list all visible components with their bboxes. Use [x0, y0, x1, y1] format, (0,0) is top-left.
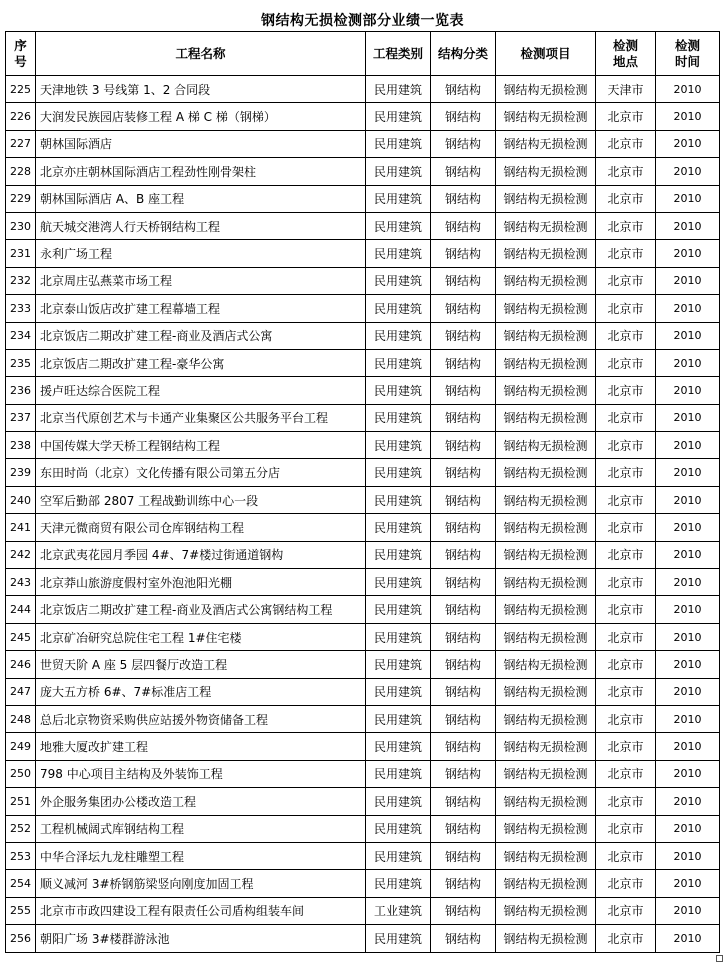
- project-name-cell: 北京市市政四建设工程有限责任公司盾构组装车间: [36, 897, 366, 924]
- table-row: [6, 267, 720, 294]
- header-row: [6, 32, 720, 76]
- inspection-location-cell: 北京市: [596, 651, 656, 678]
- project-category-cell: 民用建筑: [366, 596, 431, 623]
- inspection-time-cell: 2010: [656, 76, 720, 103]
- structure-type-cell: 钢结构: [431, 267, 496, 294]
- row-number-cell: 252: [6, 815, 36, 842]
- inspection-location-cell: 北京市: [596, 130, 656, 157]
- structure-type-cell: 钢结构: [431, 897, 496, 924]
- table-row: [6, 596, 720, 623]
- inspection-time-cell: 2010: [656, 678, 720, 705]
- project-category-cell: 民用建筑: [366, 788, 431, 815]
- project-category-cell: 民用建筑: [366, 158, 431, 185]
- project-category-cell: 民用建筑: [366, 103, 431, 130]
- inspection-location-cell: 北京市: [596, 678, 656, 705]
- inspection-location-cell: 北京市: [596, 295, 656, 322]
- inspection-time-cell: 2010: [656, 349, 720, 376]
- structure-type-cell: 钢结构: [431, 651, 496, 678]
- table-row: [6, 295, 720, 322]
- table-row: [6, 404, 720, 431]
- header-no: 序号: [6, 32, 36, 76]
- inspection-location-cell: 北京市: [596, 349, 656, 376]
- inspection-time-cell: 2010: [656, 596, 720, 623]
- project-category-cell: 民用建筑: [366, 925, 431, 952]
- project-name-cell: 北京饭店二期改扩建工程-豪华公寓: [36, 349, 366, 376]
- structure-type-cell: 钢结构: [431, 212, 496, 239]
- project-name-cell: 中国传媒大学天桥工程钢结构工程: [36, 432, 366, 459]
- row-number-cell: 245: [6, 623, 36, 650]
- inspection-location-cell: 北京市: [596, 158, 656, 185]
- table-row: [6, 733, 720, 760]
- project-category-cell: 民用建筑: [366, 322, 431, 349]
- row-number-cell: 249: [6, 733, 36, 760]
- inspection-time-cell: 2010: [656, 130, 720, 157]
- project-name-cell: 大润发民族园店装修工程 A 梯 C 梯（钢梯）: [36, 103, 366, 130]
- table-row: [6, 185, 720, 212]
- project-name-cell: 北京矿冶研究总院住宅工程 1#住宅楼: [36, 623, 366, 650]
- row-number-cell: 230: [6, 212, 36, 239]
- project-category-cell: 民用建筑: [366, 185, 431, 212]
- inspection-location-cell: 北京市: [596, 541, 656, 568]
- inspection-item-cell: 钢结构无损检测: [496, 569, 596, 596]
- structure-type-cell: 钢结构: [431, 130, 496, 157]
- structure-type-cell: 钢结构: [431, 514, 496, 541]
- inspection-time-cell: 2010: [656, 212, 720, 239]
- structure-type-cell: 钢结构: [431, 569, 496, 596]
- inspection-location-cell: 北京市: [596, 925, 656, 952]
- row-number-cell: 239: [6, 459, 36, 486]
- page-title: 钢结构无损检测部分业绩一览表: [261, 13, 464, 29]
- inspection-location-cell: 北京市: [596, 623, 656, 650]
- project-category-cell: 民用建筑: [366, 76, 431, 103]
- table-row: [6, 76, 720, 103]
- structure-type-cell: 钢结构: [431, 733, 496, 760]
- row-number-cell: 236: [6, 377, 36, 404]
- inspection-time-cell: 2010: [656, 295, 720, 322]
- project-name-cell: 北京饭店二期改扩建工程-商业及酒店式公寓钢结构工程: [36, 596, 366, 623]
- inspection-item-cell: 钢结构无损检测: [496, 295, 596, 322]
- project-name-cell: 北京泰山饭店改扩建工程幕墙工程: [36, 295, 366, 322]
- row-number-cell: 247: [6, 678, 36, 705]
- row-number-cell: 256: [6, 925, 36, 952]
- inspection-item-cell: 钢结构无损检测: [496, 678, 596, 705]
- inspection-item-cell: 钢结构无损检测: [496, 158, 596, 185]
- inspection-item-cell: 钢结构无损检测: [496, 623, 596, 650]
- project-category-cell: 民用建筑: [366, 651, 431, 678]
- inspection-location-cell: 北京市: [596, 815, 656, 842]
- project-name-cell: 空军后勤部 2807 工程战勤训练中心一段: [36, 486, 366, 513]
- inspection-item-cell: 钢结构无损检测: [496, 897, 596, 924]
- row-number-cell: 253: [6, 842, 36, 869]
- inspection-item-cell: 钢结构无损检测: [496, 486, 596, 513]
- inspection-location-cell: 北京市: [596, 514, 656, 541]
- project-name-cell: 地雅大厦改扩建工程: [36, 733, 366, 760]
- structure-type-cell: 钢结构: [431, 185, 496, 212]
- row-number-cell: 248: [6, 705, 36, 732]
- inspection-location-cell: 天津市: [596, 76, 656, 103]
- inspection-item-cell: 钢结构无损检测: [496, 130, 596, 157]
- table-row: [6, 130, 720, 157]
- project-category-cell: 民用建筑: [366, 459, 431, 486]
- inspection-item-cell: 钢结构无损检测: [496, 322, 596, 349]
- inspection-time-cell: 2010: [656, 705, 720, 732]
- inspection-item-cell: 钢结构无损检测: [496, 541, 596, 568]
- inspection-time-cell: 2010: [656, 459, 720, 486]
- project-name-cell: 天津元微商贸有限公司仓库钢结构工程: [36, 514, 366, 541]
- inspection-time-cell: 2010: [656, 486, 720, 513]
- structure-type-cell: 钢结构: [431, 158, 496, 185]
- structure-type-cell: 钢结构: [431, 459, 496, 486]
- table-row: [6, 569, 720, 596]
- project-category-cell: 民用建筑: [366, 486, 431, 513]
- inspection-time-cell: 2010: [656, 815, 720, 842]
- inspection-location-cell: 北京市: [596, 267, 656, 294]
- table-row: [6, 459, 720, 486]
- inspection-location-cell: 北京市: [596, 788, 656, 815]
- table-row: [6, 349, 720, 376]
- project-name-cell: 中华合泽坛九龙柱雕塑工程: [36, 842, 366, 869]
- table-row: [6, 897, 720, 924]
- project-category-cell: 民用建筑: [366, 678, 431, 705]
- row-number-cell: 255: [6, 897, 36, 924]
- project-name-cell: 北京亦庄朝林国际酒店工程劲性刚骨架柱: [36, 158, 366, 185]
- project-name-cell: 朝林国际酒店 A、B 座工程: [36, 185, 366, 212]
- inspection-location-cell: 北京市: [596, 733, 656, 760]
- inspection-item-cell: 钢结构无损检测: [496, 514, 596, 541]
- inspection-item-cell: 钢结构无损检测: [496, 76, 596, 103]
- project-name-cell: 北京莽山旅游度假村室外泡池阳光棚: [36, 569, 366, 596]
- row-number-cell: 250: [6, 760, 36, 787]
- project-category-cell: 民用建筑: [366, 377, 431, 404]
- inspection-time-cell: 2010: [656, 185, 720, 212]
- inspection-item-cell: 钢结构无损检测: [496, 377, 596, 404]
- inspection-item-cell: 钢结构无损检测: [496, 925, 596, 952]
- project-category-cell: 民用建筑: [366, 733, 431, 760]
- inspection-item-cell: 钢结构无损检测: [496, 267, 596, 294]
- inspection-item-cell: 钢结构无损检测: [496, 842, 596, 869]
- project-name-cell: 朝林国际酒店: [36, 130, 366, 157]
- row-number-cell: 229: [6, 185, 36, 212]
- structure-type-cell: 钢结构: [431, 295, 496, 322]
- inspection-time-cell: 2010: [656, 733, 720, 760]
- project-name-cell: 工程机械阔式库钢结构工程: [36, 815, 366, 842]
- table-row: [6, 870, 720, 897]
- project-category-cell: 民用建筑: [366, 623, 431, 650]
- project-name-cell: 北京周庄弘燕菜市场工程: [36, 267, 366, 294]
- inspection-item-cell: 钢结构无损检测: [496, 240, 596, 267]
- project-category-cell: 民用建筑: [366, 514, 431, 541]
- table-row: [6, 322, 720, 349]
- row-number-cell: 231: [6, 240, 36, 267]
- project-name-cell: 援卢旺达综合医院工程: [36, 377, 366, 404]
- project-name-cell: 顺义减河 3#桥钢筋梁竖向刚度加固工程: [36, 870, 366, 897]
- structure-type-cell: 钢结构: [431, 349, 496, 376]
- inspection-location-cell: 北京市: [596, 596, 656, 623]
- inspection-time-cell: 2010: [656, 569, 720, 596]
- inspection-location-cell: 北京市: [596, 212, 656, 239]
- table-row: [6, 158, 720, 185]
- structure-type-cell: 钢结构: [431, 596, 496, 623]
- table-row: [6, 432, 720, 459]
- table-row: [6, 240, 720, 267]
- inspection-item-cell: 钢结构无损检测: [496, 705, 596, 732]
- project-name-cell: 天津地铁 3 号线第 1、2 合同段: [36, 76, 366, 103]
- structure-type-cell: 钢结构: [431, 623, 496, 650]
- inspection-time-cell: 2010: [656, 870, 720, 897]
- table-row: [6, 514, 720, 541]
- header-item: 检测项目: [496, 32, 596, 76]
- project-category-cell: 民用建筑: [366, 267, 431, 294]
- project-category-cell: 工业建筑: [366, 897, 431, 924]
- inspection-location-cell: 北京市: [596, 897, 656, 924]
- project-category-cell: 民用建筑: [366, 432, 431, 459]
- inspection-time-cell: 2010: [656, 651, 720, 678]
- structure-type-cell: 钢结构: [431, 705, 496, 732]
- row-number-cell: 240: [6, 486, 36, 513]
- project-name-cell: 庞大五方桥 6#、7#标准店工程: [36, 678, 366, 705]
- inspection-time-cell: 2010: [656, 240, 720, 267]
- inspection-location-cell: 北京市: [596, 377, 656, 404]
- row-number-cell: 228: [6, 158, 36, 185]
- table-row: [6, 541, 720, 568]
- structure-type-cell: 钢结构: [431, 404, 496, 431]
- project-category-cell: 民用建筑: [366, 541, 431, 568]
- row-number-cell: 243: [6, 569, 36, 596]
- inspection-location-cell: 北京市: [596, 432, 656, 459]
- row-number-cell: 226: [6, 103, 36, 130]
- inspection-location-cell: 北京市: [596, 760, 656, 787]
- project-name-cell: 北京武夷花园月季园 4#、7#楼过街通道钢构: [36, 541, 366, 568]
- project-category-cell: 民用建筑: [366, 349, 431, 376]
- header-category: 工程类别: [366, 32, 431, 76]
- row-number-cell: 242: [6, 541, 36, 568]
- inspection-item-cell: 钢结构无损检测: [496, 349, 596, 376]
- project-category-cell: 民用建筑: [366, 760, 431, 787]
- row-number-cell: 238: [6, 432, 36, 459]
- structure-type-cell: 钢结构: [431, 103, 496, 130]
- table-row: [6, 815, 720, 842]
- table-row: [6, 377, 720, 404]
- table-row: [6, 705, 720, 732]
- project-category-cell: 民用建筑: [366, 295, 431, 322]
- inspection-time-cell: 2010: [656, 788, 720, 815]
- table-row: [6, 788, 720, 815]
- project-category-cell: 民用建筑: [366, 842, 431, 869]
- row-number-cell: 237: [6, 404, 36, 431]
- inspection-location-cell: 北京市: [596, 705, 656, 732]
- inspection-location-cell: 北京市: [596, 322, 656, 349]
- inspection-item-cell: 钢结构无损检测: [496, 815, 596, 842]
- table-row: [6, 760, 720, 787]
- structure-type-cell: 钢结构: [431, 76, 496, 103]
- inspection-location-cell: 北京市: [596, 459, 656, 486]
- project-name-cell: 朝阳广场 3#楼群游泳池: [36, 925, 366, 952]
- inspection-time-cell: 2010: [656, 404, 720, 431]
- inspection-location-cell: 北京市: [596, 842, 656, 869]
- structure-type-cell: 钢结构: [431, 377, 496, 404]
- inspection-item-cell: 钢结构无损检测: [496, 432, 596, 459]
- inspection-item-cell: 钢结构无损检测: [496, 760, 596, 787]
- inspection-location-cell: 北京市: [596, 569, 656, 596]
- inspection-item-cell: 钢结构无损检测: [496, 651, 596, 678]
- row-number-cell: 234: [6, 322, 36, 349]
- inspection-item-cell: 钢结构无损检测: [496, 870, 596, 897]
- table-row: [6, 842, 720, 869]
- inspection-location-cell: 北京市: [596, 486, 656, 513]
- inspection-time-cell: 2010: [656, 158, 720, 185]
- structure-type-cell: 钢结构: [431, 541, 496, 568]
- structure-type-cell: 钢结构: [431, 432, 496, 459]
- project-name-cell: 外企服务集团办公楼改造工程: [36, 788, 366, 815]
- project-category-cell: 民用建筑: [366, 870, 431, 897]
- project-category-cell: 民用建筑: [366, 569, 431, 596]
- inspection-item-cell: 钢结构无损检测: [496, 185, 596, 212]
- inspection-location-cell: 北京市: [596, 103, 656, 130]
- row-number-cell: 235: [6, 349, 36, 376]
- table-row: [6, 486, 720, 513]
- project-name-cell: 总后北京物资采购供应站援外物资储备工程: [36, 705, 366, 732]
- inspection-time-cell: 2010: [656, 322, 720, 349]
- header-name: 工程名称: [36, 32, 366, 76]
- structure-type-cell: 钢结构: [431, 322, 496, 349]
- structure-type-cell: 钢结构: [431, 240, 496, 267]
- project-category-cell: 民用建筑: [366, 705, 431, 732]
- header-location: 检测地点: [596, 32, 656, 76]
- inspection-item-cell: 钢结构无损检测: [496, 103, 596, 130]
- row-number-cell: 233: [6, 295, 36, 322]
- row-number-cell: 251: [6, 788, 36, 815]
- inspection-item-cell: 钢结构无损检测: [496, 212, 596, 239]
- table-row: [6, 651, 720, 678]
- row-number-cell: 241: [6, 514, 36, 541]
- inspection-time-cell: 2010: [656, 267, 720, 294]
- header-time: 检测时间: [656, 32, 720, 76]
- header-structure: 结构分类: [431, 32, 496, 76]
- project-category-cell: 民用建筑: [366, 240, 431, 267]
- inspection-item-cell: 钢结构无损检测: [496, 404, 596, 431]
- table-row: [6, 678, 720, 705]
- project-category-cell: 民用建筑: [366, 212, 431, 239]
- project-category-cell: 民用建筑: [366, 404, 431, 431]
- corner-mark: [716, 955, 723, 962]
- performance-table: [5, 31, 720, 953]
- structure-type-cell: 钢结构: [431, 678, 496, 705]
- inspection-item-cell: 钢结构无损检测: [496, 733, 596, 760]
- project-name-cell: 永利广场工程: [36, 240, 366, 267]
- project-name-cell: 航天城交港湾人行天桥钢结构工程: [36, 212, 366, 239]
- row-number-cell: 232: [6, 267, 36, 294]
- inspection-time-cell: 2010: [656, 103, 720, 130]
- inspection-item-cell: 钢结构无损检测: [496, 596, 596, 623]
- inspection-item-cell: 钢结构无损检测: [496, 459, 596, 486]
- project-name-cell: 东田时尚（北京）文化传播有限公司第五分店: [36, 459, 366, 486]
- row-number-cell: 246: [6, 651, 36, 678]
- project-category-cell: 民用建筑: [366, 130, 431, 157]
- inspection-time-cell: 2010: [656, 623, 720, 650]
- row-number-cell: 254: [6, 870, 36, 897]
- project-name-cell: 北京饭店二期改扩建工程-商业及酒店式公寓: [36, 322, 366, 349]
- row-number-cell: 225: [6, 76, 36, 103]
- row-number-cell: 227: [6, 130, 36, 157]
- structure-type-cell: 钢结构: [431, 788, 496, 815]
- inspection-location-cell: 北京市: [596, 404, 656, 431]
- table-row: [6, 925, 720, 952]
- inspection-time-cell: 2010: [656, 514, 720, 541]
- inspection-item-cell: 钢结构无损检测: [496, 788, 596, 815]
- inspection-time-cell: 2010: [656, 377, 720, 404]
- structure-type-cell: 钢结构: [431, 842, 496, 869]
- inspection-time-cell: 2010: [656, 925, 720, 952]
- inspection-time-cell: 2010: [656, 541, 720, 568]
- project-name-cell: 798 中心项目主结构及外装饰工程: [36, 760, 366, 787]
- table-row: [6, 623, 720, 650]
- table-row: [6, 103, 720, 130]
- project-category-cell: 民用建筑: [366, 815, 431, 842]
- inspection-location-cell: 北京市: [596, 240, 656, 267]
- project-name-cell: 北京当代原创艺术与卡通产业集聚区公共服务平台工程: [36, 404, 366, 431]
- inspection-time-cell: 2010: [656, 842, 720, 869]
- structure-type-cell: 钢结构: [431, 925, 496, 952]
- inspection-location-cell: 北京市: [596, 185, 656, 212]
- inspection-time-cell: 2010: [656, 432, 720, 459]
- structure-type-cell: 钢结构: [431, 870, 496, 897]
- structure-type-cell: 钢结构: [431, 815, 496, 842]
- inspection-location-cell: 北京市: [596, 870, 656, 897]
- inspection-time-cell: 2010: [656, 760, 720, 787]
- table-row: [6, 212, 720, 239]
- row-number-cell: 244: [6, 596, 36, 623]
- structure-type-cell: 钢结构: [431, 760, 496, 787]
- inspection-time-cell: 2010: [656, 897, 720, 924]
- project-name-cell: 世贸天阶 A 座 5 层四餐厅改造工程: [36, 651, 366, 678]
- structure-type-cell: 钢结构: [431, 486, 496, 513]
